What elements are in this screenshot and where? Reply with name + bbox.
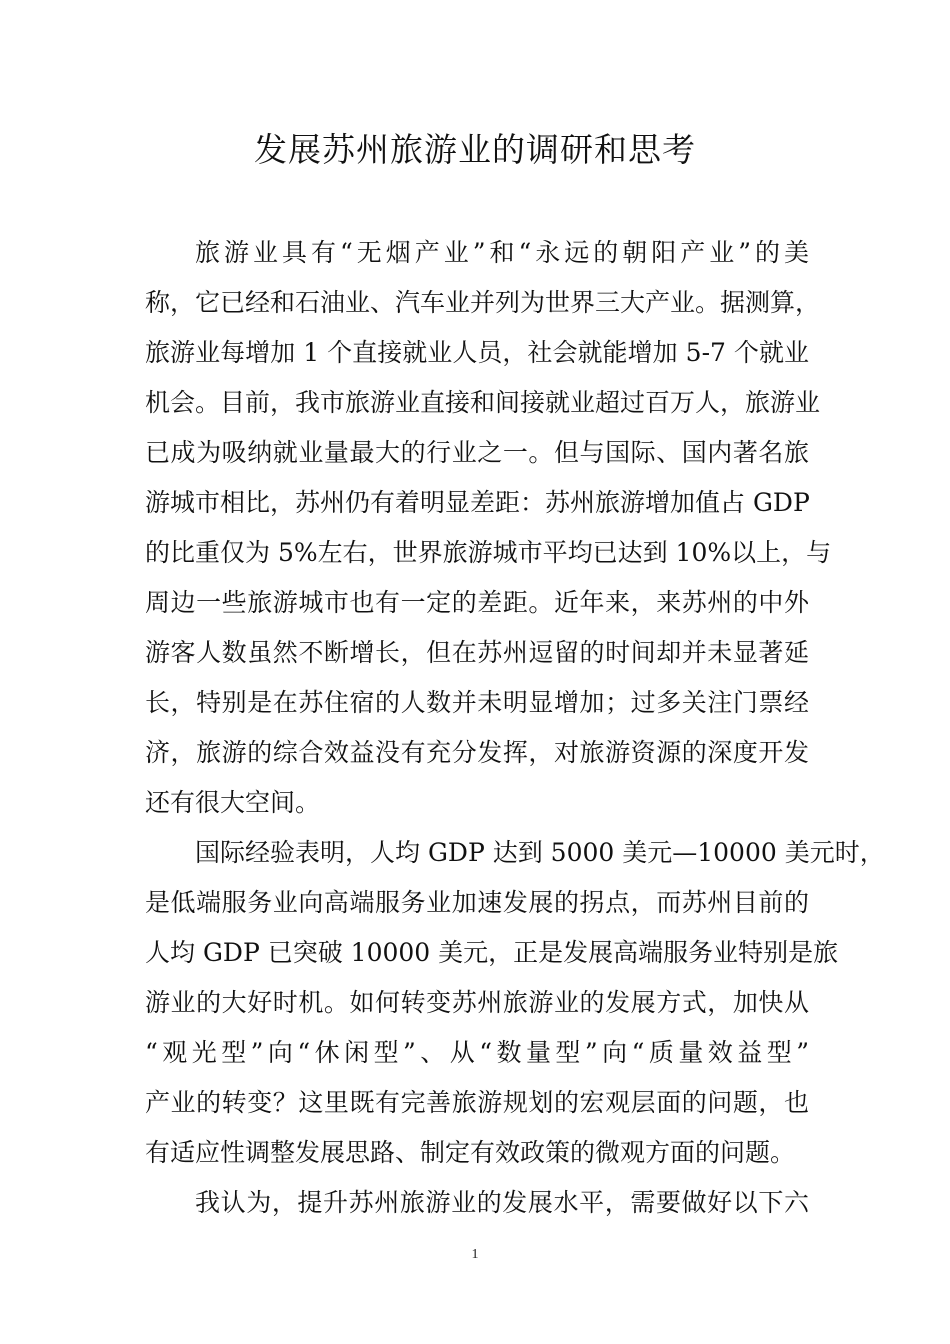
- paragraph-1-line-7: 的比重仅为 5%左右，世界旅游城市平均已达到 10%以上，与: [145, 538, 832, 567]
- paragraph-1-line-5: 已成为吸纳就业量最大的行业之一。但与国际、国内著名旅: [145, 438, 809, 467]
- paragraph-1-line-1: 旅游业具有“无烟产业”和“永远的朝阳产业”的美: [195, 238, 809, 267]
- paragraph-2-line-3: 人均 GDP 已突破 10000 美元，正是发展高端服务业特别是旅: [145, 938, 839, 967]
- paragraph-1-line-10: 长，特别是在苏住宿的人数并未明显增加；过多关注门票经: [145, 688, 809, 717]
- page-number: 1: [471, 1247, 479, 1262]
- paragraph-1-line-2: 称，它已经和石油业、汽车业并列为世界三大产业。据测算，: [145, 288, 821, 317]
- document-title: 发展苏州旅游业的调研和思考: [254, 130, 696, 169]
- paragraph-1-line-11: 济，旅游的综合效益没有充分发挥，对旅游资源的深度开发: [145, 738, 809, 767]
- document-body: [145, 228, 885, 1228]
- paragraph-3-line-1: 我认为，提升苏州旅游业的发展水平，需要做好以下六: [195, 1188, 809, 1217]
- paragraph-2-line-6: 产业的转变？这里既有完善旅游规划的宏观层面的问题，也: [145, 1088, 809, 1117]
- paragraph-2-line-2: 是低端服务业向高端服务业加速发展的拐点，而苏州目前的: [145, 888, 809, 917]
- paragraph-2-line-1: 国际经验表明，人均 GDP 达到 5000 美元—10000 美元时，: [195, 838, 885, 867]
- paragraph-1-line-9: 游客人数虽然不断增长，但在苏州逗留的时间却并未显著延: [145, 638, 809, 667]
- paragraph-1-line-4: 机会。目前，我市旅游业直接和间接就业超过百万人，旅游业: [145, 388, 821, 417]
- paragraph-2-line-5: “观光型”向“休闲型”、从“数量型”向“质量效益型”: [145, 1038, 809, 1067]
- paragraph-2-line-4: 游业的大好时机。如何转变苏州旅游业的发展方式，加快从: [145, 988, 809, 1017]
- paragraph-1-line-3: 旅游业每增加 1 个直接就业人员，社会就能增加 5-7 个就业: [145, 338, 809, 367]
- paragraph-2-line-7: 有适应性调整发展思路、制定有效政策的微观方面的问题。: [145, 1138, 796, 1167]
- paragraph-1-line-12: 还有很大空间。: [145, 788, 321, 817]
- paragraph-1-line-8: 周边一些旅游城市也有一定的差距。近年来，来苏州的中外: [145, 588, 809, 617]
- paragraph-1-line-6: 游城市相比，苏州仍有着明显差距：苏州旅游增加值占 GDP: [145, 488, 810, 517]
